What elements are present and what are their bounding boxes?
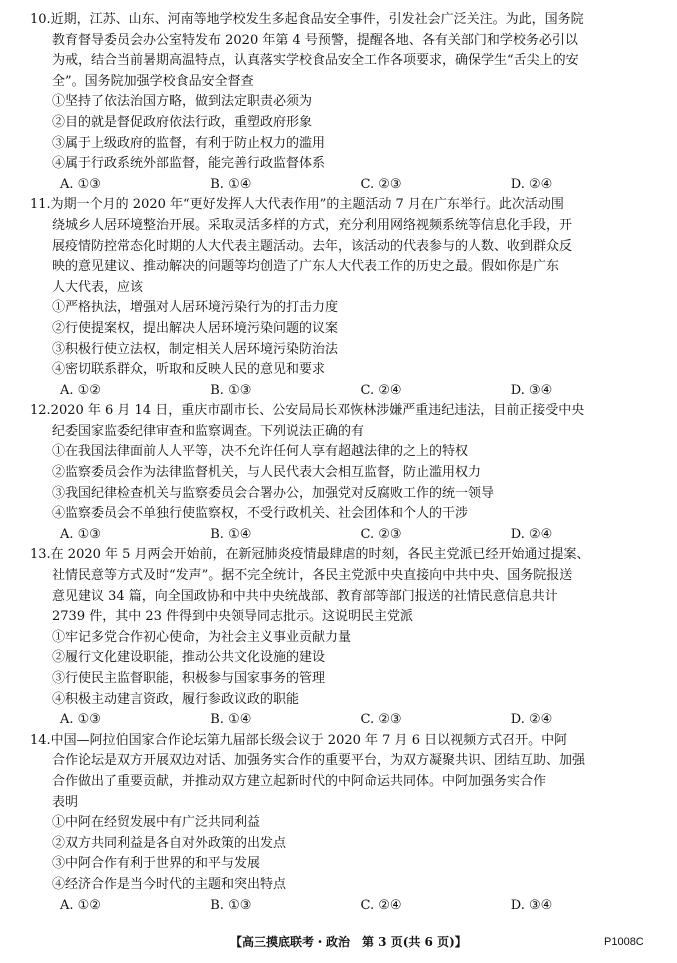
answer-choice: B. ①④ bbox=[210, 712, 252, 728]
question-stem-line: 12.2020 年 6 月 14 日，重庆市副市长、公安局局长邓恢林涉嫌严重违纪违法，目前正接受中央 bbox=[30, 403, 585, 419]
statement-option: ③行使民主监督职能，积极参与国家事务的管理 bbox=[52, 671, 326, 686]
question-stem-line: 2739 件，其中 23 件得到中央领导同志批示。这说明民主党派 bbox=[52, 609, 414, 625]
question-stem-line: 13.在 2020 年 5 月两会开始前，在新冠肺炎疫情最肆虐的时刻，各民主党派已经开始通过提案、 bbox=[30, 547, 590, 563]
footer-page-info: 【高三摸底联考・政治 第 3 页(共 6 页)】 bbox=[230, 935, 467, 949]
answer-choice: B. ①④ bbox=[210, 526, 252, 542]
question-stem-line: 意见建议 34 篇，向全国政协和中共中央统战部、教育部等部门报送的社情民意信息共计 bbox=[52, 588, 558, 604]
question-stem-line: 合作做出了重要贡献，并推动双方建立起新时代的中阿命运共同体。中阿加强务实合作 bbox=[52, 773, 547, 789]
question-stem-line: 展疫情防控常态化时期的人大代表主题活动。去年，该活动的代表参与的人数、收到群众反 bbox=[52, 238, 573, 254]
statement-option: ③属于上级政府的监督，有利于防止权力的滥用 bbox=[52, 135, 326, 151]
question bbox=[30, 731, 661, 916]
answer-choice: A. ①② bbox=[60, 382, 101, 398]
answer-choice: D. ③④ bbox=[510, 382, 553, 398]
question-stem-line: 全”。国务院加强学校食品安全督查 bbox=[52, 73, 254, 89]
answer-choices bbox=[30, 525, 661, 546]
answer-choice: D. ②④ bbox=[510, 176, 553, 192]
statement-option: ③我国纪律检查机关与监察委员会合署办公，加强党对反腐败工作的统一领导 bbox=[52, 485, 495, 501]
question-stem-line: 教育督导委员会办公室特发布 2020 年第 4 号预警，提醒各地、各有关部门和学校务必引以 bbox=[52, 32, 578, 48]
question-stem-line: 11.为期一个月的 2020 年“更好发挥人大代表作用”的主题活动 7 月在广东举行。此次活动围 bbox=[30, 197, 564, 213]
statement-option: ①在我国法律面前人人平等，决不允许任何人享有超越法律的之上的特权 bbox=[52, 444, 469, 460]
answer-choice: B. ①③ bbox=[210, 382, 252, 398]
question-stem-line: 社情民意等方式及时“发声”。据不完全统计，各民主党派中央直接向中共中央、国务院报送 bbox=[52, 568, 573, 584]
statement-option: ③积极行使立法权，制定相关人居环境污染防治法 bbox=[52, 341, 339, 357]
question-stem-line: 合作论坛是双方开展双边对话、加强务实合作的重要平台，为双方凝聚共识、团结互助、加强 bbox=[52, 753, 586, 769]
answer-choices bbox=[30, 175, 661, 196]
question-stem-line: 表明 bbox=[52, 794, 79, 810]
question-stem-line: 纪委国家监委纪律审查和监察调查。下列说法正确的有 bbox=[52, 423, 365, 439]
statement-option: ④积极主动建言资政，履行参政议政的职能 bbox=[52, 691, 300, 707]
statement-option: ④经济合作是当今时代的主题和突出特点 bbox=[52, 876, 287, 892]
statement-option: ①坚持了依法治国方略，做到法定职责必须为 bbox=[52, 94, 313, 110]
answer-choice: C. ②③ bbox=[360, 176, 402, 192]
answer-choices bbox=[30, 710, 661, 731]
answer-choice: B. ①④ bbox=[210, 176, 252, 192]
question-list bbox=[30, 10, 661, 916]
answer-choice: C. ②④ bbox=[360, 897, 402, 913]
statement-option: ①严格执法，增强对人居环境污染行为的打击力度 bbox=[52, 300, 339, 316]
question bbox=[30, 195, 661, 401]
answer-choice: D. ③④ bbox=[510, 897, 553, 913]
answer-choice: D. ②④ bbox=[510, 712, 553, 728]
question bbox=[30, 545, 661, 730]
question-stem-line: 映的意见建议、推动解决的问题等均创造了广东人大代表工作的历史之最。假如你是广东 bbox=[52, 259, 560, 275]
statement-option: ④监察委员会不单独行使监察权，不受行政机关、社会团体和个人的干涉 bbox=[52, 506, 469, 522]
answer-choice: C. ②④ bbox=[360, 382, 402, 398]
statement-option: ②履行文化建设职能，推动公共文化设施的建设 bbox=[52, 650, 326, 666]
answer-choices bbox=[30, 381, 661, 402]
answer-choice: A. ①② bbox=[60, 897, 101, 913]
answer-choice: B. ①③ bbox=[210, 897, 252, 913]
answer-choice: D. ②④ bbox=[510, 526, 553, 542]
statement-option: ②监察委员会作为法律监督机关，与人民代表大会相互监督，防止滥用权力 bbox=[52, 465, 482, 481]
answer-choices bbox=[30, 896, 661, 917]
question-stem-line: 人大代表，应该 bbox=[52, 279, 144, 295]
answer-choice: C. ②③ bbox=[360, 712, 402, 728]
answer-choice: C. ②③ bbox=[360, 526, 402, 542]
answer-choice: A. ①③ bbox=[60, 176, 101, 192]
statement-option: ②行使提案权，提出解决人居环境污染问题的议案 bbox=[52, 320, 339, 336]
answer-choice: A. ①③ bbox=[60, 526, 101, 542]
statement-option: ②双方共同利益是各自对外政策的出发点 bbox=[52, 835, 287, 851]
statement-option: ①牢记多党合作初心使命，为社会主义事业贡献力量 bbox=[52, 629, 352, 645]
question-stem-line: 14.中国—阿拉伯国家合作论坛第九届部长级会议于 2020 年 7 月 6 日以视频方式召开。中阿 bbox=[30, 732, 568, 748]
statement-option: ①中阿在经贸发展中有广泛共同利益 bbox=[52, 815, 261, 831]
question-stem-line: 绕城乡人居环境整治开展。采取灵活多样的方式，充分利用网络视频系统等信息化手段，开 bbox=[52, 217, 573, 233]
question bbox=[30, 401, 661, 545]
question-stem-line: 为戒，结合当前暑期高温特点，认真落实学校食品安全工作各项要求，确保学生“舌尖上的安 bbox=[52, 53, 579, 69]
statement-option: ④属于行政系统外部监督，能完善行政监督体系 bbox=[52, 156, 326, 172]
statement-option: ④密切联系群众，听取和反映人民的意见和要求 bbox=[52, 362, 326, 378]
statement-option: ②目的就是督促政府依法行政，重塑政府形象 bbox=[52, 114, 313, 130]
footer-exam-code: P1008C bbox=[604, 936, 644, 948]
question bbox=[30, 10, 661, 195]
statement-option: ③中阿合作有利于世界的和平与发展 bbox=[52, 856, 261, 872]
answer-choice: A. ①③ bbox=[60, 712, 101, 728]
question-stem-line: 10.近期，江苏、山东、河南等地学校发生多起食品安全事件，引发社会广泛关注。为此，国务院 bbox=[30, 12, 584, 27]
